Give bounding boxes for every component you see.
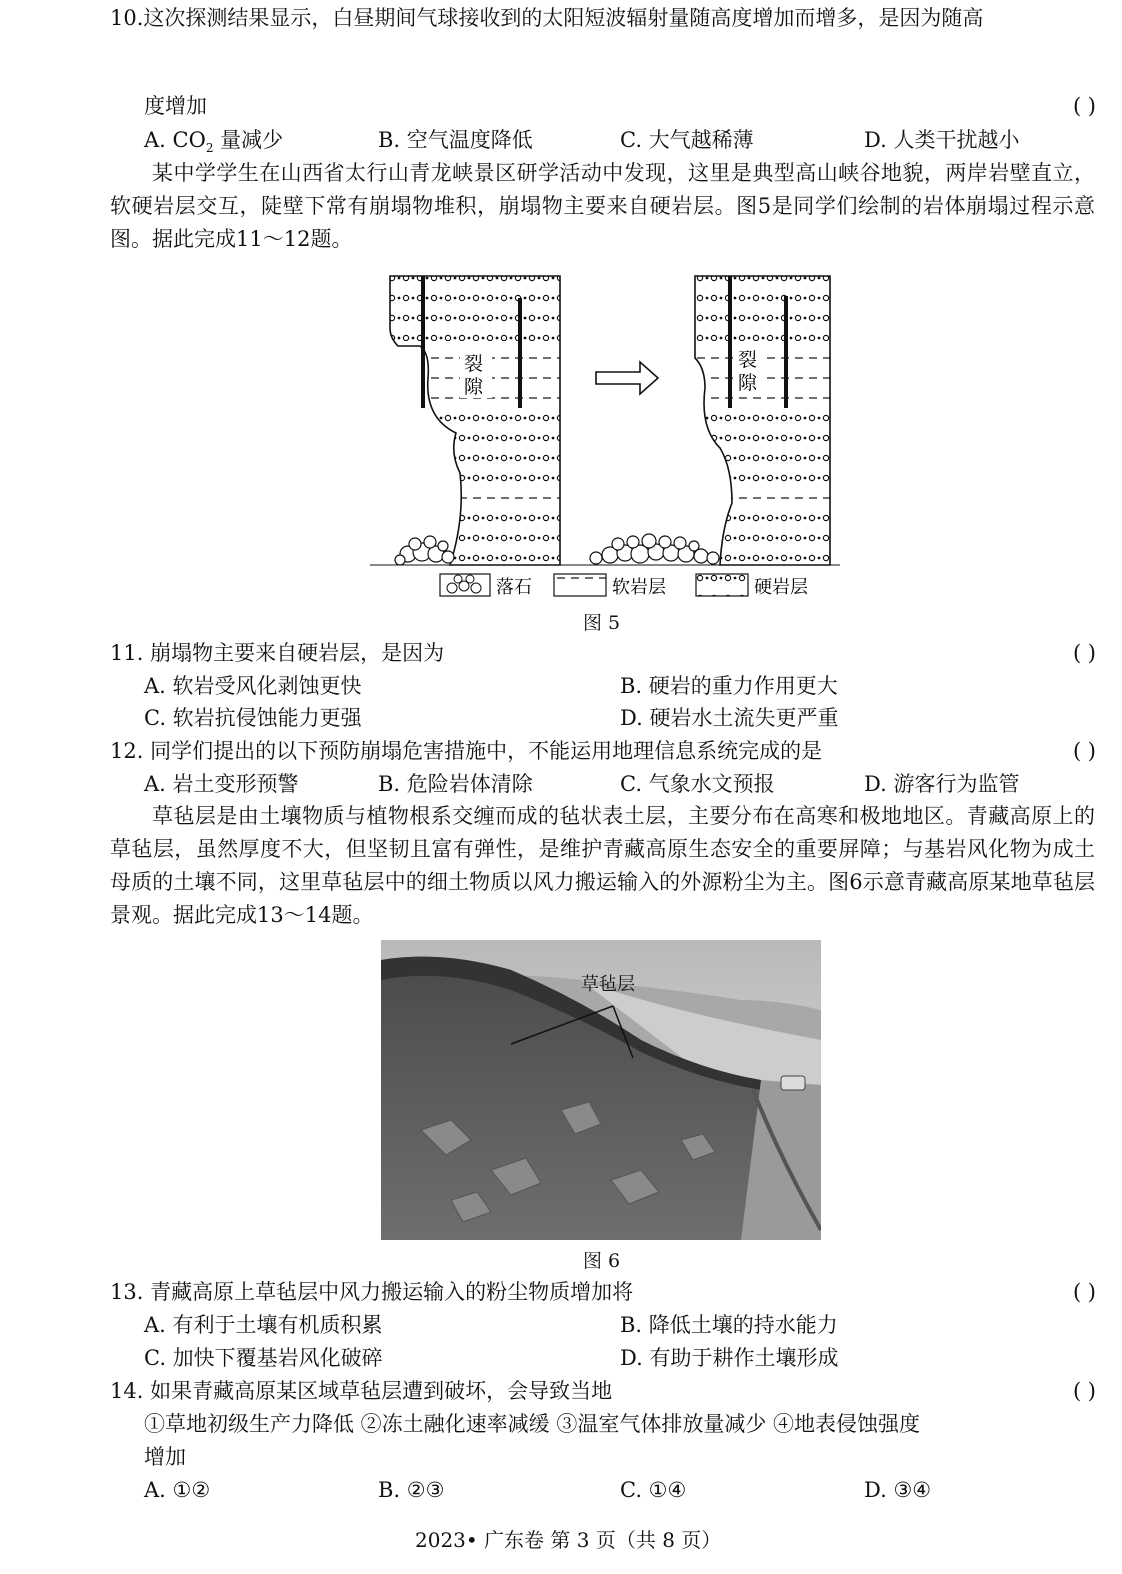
q10-option-b: B. 空气温度降低 <box>378 128 533 152</box>
crack-label-right-top: 裂 <box>738 349 758 371</box>
rockfall-right <box>590 534 719 564</box>
figure-5-collapse-diagram <box>360 268 850 598</box>
rockfall-left <box>395 536 454 565</box>
q14-option-b: B. ②③ <box>378 1478 445 1502</box>
q12-option-a: A. 岩土变形预警 <box>144 772 299 796</box>
q14-option-a: A. ①② <box>144 1478 211 1502</box>
legend-soft-label: 软岩层 <box>612 577 666 598</box>
q10-answer-paren: ( ) <box>1072 94 1096 118</box>
crack-label-right-bottom: 隙 <box>738 372 758 394</box>
figure-5-caption: 图 5 <box>583 612 621 634</box>
q14-stem: 14. 如果青藏高原某区域草毡层遭到破坏，会导致当地 <box>110 1379 613 1403</box>
crack-label-left-bottom: 隙 <box>464 376 484 398</box>
legend-hard-label: 硬岩层 <box>754 577 808 598</box>
q11-option-b: B. 硬岩的重力作用更大 <box>620 674 838 698</box>
q12-option-c: C. 气象水文预报 <box>620 772 775 796</box>
q13-option-c: C. 加快下覆基岩风化破碎 <box>144 1346 383 1370</box>
q10-option-d: D. 人类干扰越小 <box>864 128 1020 152</box>
q13-answer-paren: ( ) <box>1072 1280 1096 1304</box>
crack-label-left-top: 裂 <box>464 353 484 375</box>
q14-option-d: D. ③④ <box>864 1478 932 1502</box>
q12-answer-paren: ( ) <box>1072 739 1096 763</box>
q10-option-c: C. 大气越稀薄 <box>620 128 754 152</box>
passage-collapse: 某中学学生在山西省太行山青龙峡景区研学活动中发现，这里是典型高山峡谷地貌，两岸岩壁直立，软硬岩层交互，陡壁下常有崩塌物堆积，崩塌物主要来自硬岩层。图5是同学们绘制的岩体崩塌过程示意图。据此完成11～12题。 <box>110 161 1095 251</box>
legend-rockfall-label: 落石 <box>496 577 532 598</box>
q14-items-line1: ①草地初级生产力降低 ②冻土融化速率减缓 ③温室气体排放量减少 ④地表侵蚀强度 <box>144 1412 921 1436</box>
q13-stem: 13. 青藏高原上草毡层中风力搬运输入的粉尘物质增加将 <box>110 1280 634 1304</box>
q11-option-d: D. 硬岩水土流失更严重 <box>620 706 839 730</box>
q14-items-line2: 增加 <box>144 1445 186 1469</box>
q11-answer-paren: ( ) <box>1072 641 1096 665</box>
q12-option-b: B. 危险岩体清除 <box>378 772 533 796</box>
figure-6-caption: 图 6 <box>583 1250 621 1272</box>
q11-option-c: C. 软岩抗侵蚀能力更强 <box>144 706 362 730</box>
q13-option-b: B. 降低土壤的持水能力 <box>620 1313 838 1337</box>
passage-turf-layer: 草毡层是由土壤物质与植物根系交缠而成的毡状表土层，主要分布在高寒和极地地区。青藏高原上的草毡层，虽然厚度不大，但坚韧且富有弹性，是维护青藏高原生态安全的重要屏障；与基岩风化物为成土母质的土壤不同，这里草毡层中的细土物质以风力搬运输入的外源粉尘为主。图6示意青藏高原某地草毡层景观。据此完成13～14题。 <box>110 804 1095 927</box>
q11-stem: 11. 崩塌物主要来自硬岩层，是因为 <box>110 641 445 665</box>
turf-layer-label: 草毡层 <box>581 974 635 995</box>
q10-option-a: A. $CO_2$ 量减少 <box>144 128 284 156</box>
process-arrow <box>596 362 658 394</box>
q12-stem: 12. 同学们提出的以下预防崩塌危害措施中，不能运用地理信息系统完成的是 <box>110 739 823 763</box>
q13-option-d: D. 有助于耕作土壤形成 <box>620 1346 839 1370</box>
q10-stem-line1: 10.这次探测结果显示，白昼期间气球接收到的太阳短波辐射量随高度增加而增多，是因为随高 <box>110 6 984 30</box>
page-footer: 2023• 广东卷 第 3 页（共 8 页） <box>415 1528 722 1552</box>
q14-answer-paren: ( ) <box>1072 1379 1096 1403</box>
legend-soft-swatch <box>554 574 606 596</box>
q12-option-d: D. 游客行为监管 <box>864 772 1020 796</box>
q14-option-c: C. ①④ <box>620 1478 687 1502</box>
q10-stem-line2: 度增加 <box>144 94 207 118</box>
legend-hard-swatch <box>696 574 748 596</box>
q11-option-a: A. 软岩受风化剥蚀更快 <box>144 674 362 698</box>
q13-option-a: A. 有利于土壤有机质积累 <box>144 1313 383 1337</box>
figure-6-turf-photo <box>381 940 821 1240</box>
